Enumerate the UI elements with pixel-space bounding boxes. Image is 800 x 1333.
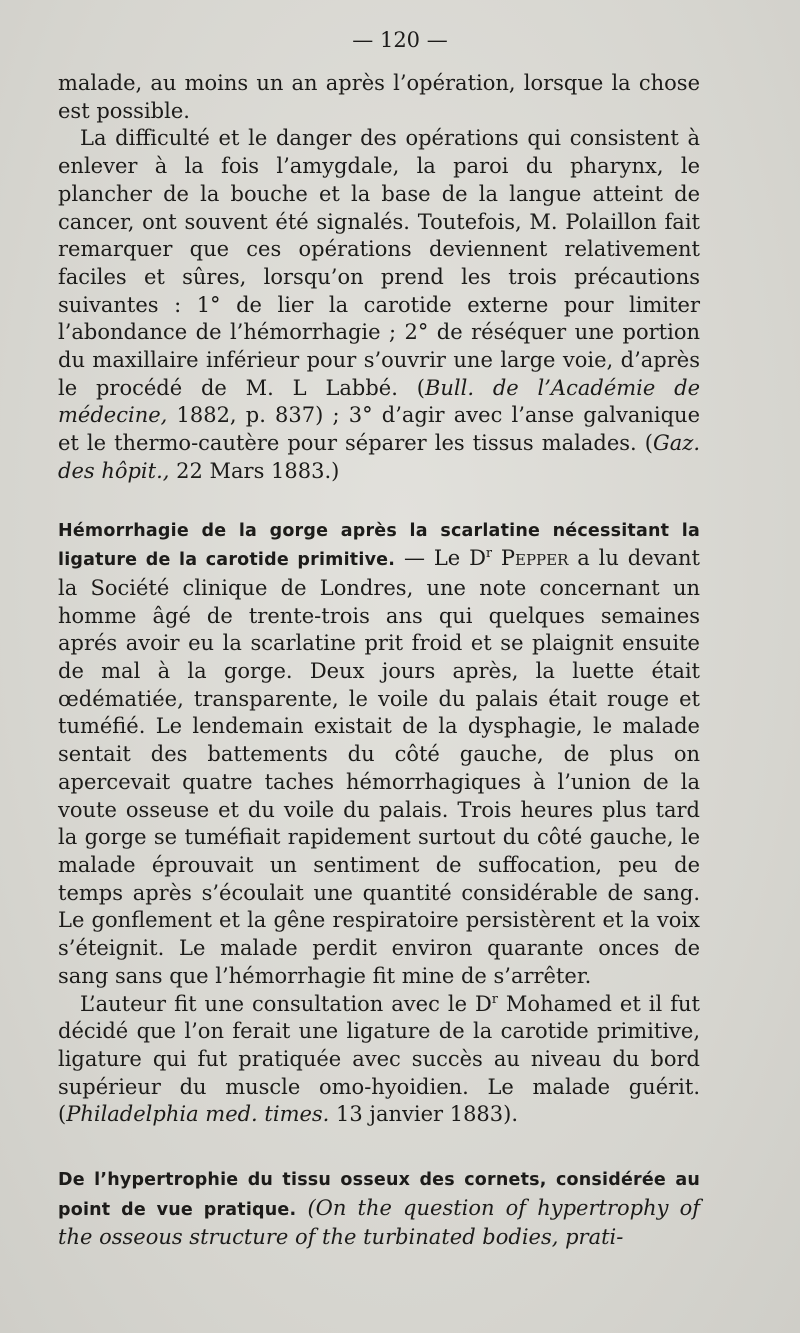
citation-gaz-hopit: Gaz. des hôpit., bbox=[58, 431, 700, 483]
page-body bbox=[58, 70, 700, 1252]
citation-bull-academie: Bull. de l’Académie de médecine, bbox=[58, 375, 701, 428]
section-hemorrhagie-dash: — Le D bbox=[395, 546, 486, 571]
citation-philadelphia: Philadelphia med. times. bbox=[66, 1102, 330, 1127]
paragraph-polaillon: La difficulté et le danger des opérations qui consistent à enlever à la fois l’amygdale, la paroi du pharynx, le plancher de la bouche et la base de la langue atteint de cancer, ont souvent été signalés. Toutefois, M. Polaillon fait remarquer que ces opérations deviennent relativement faciles et sûres, lorsqu’on prend les trois précautions suivantes : 1° de lier la carotide externe pour limiter l’abondance de l’hémorrhagie ; 2° de réséquer une portion du maxillaire inférieur pour s’ouvrir une large voie, d’après le procédé de M. L Labbé. (Bull. de l’Académie de médecine, 1882, p. 837) ; 3° d’agir avec l’anse galvanique et le thermo-cautère pour séparer les tissus malades. (Gaz. des hôpit., 22 Mars 1883.) bbox=[58, 126, 701, 483]
paragraph-auteur bbox=[58, 991, 700, 1130]
page-number: — 120 — bbox=[352, 28, 448, 52]
section-gap-2 bbox=[58, 1129, 700, 1165]
citation-gaz-hopit-rest: 22 Mars 1883.) bbox=[169, 458, 340, 483]
paragraph-auteur-rest: Mohamed et il fut décidé que l’on ferait une ligature de la carotide primitive, ligature qui fut pratiquée avec succès au niveau du bord supérieur du muscle omo-hyoidien. Le malade guérit. ( bbox=[58, 991, 700, 1127]
paragraph-auteur-start: L’auteur fit une consultation avec le D bbox=[80, 991, 492, 1016]
section-hypertrophie-english-title: (On the question of hypertrophy of the osseous structure of the turbinated bodies, prati- bbox=[58, 1195, 700, 1250]
section-gap bbox=[58, 486, 700, 516]
citation-philadelphia-rest: 13 janvier 1883). bbox=[329, 1102, 519, 1127]
section-title-hemorrhagie: Hémorrhagie de la gorge après la scarlatine nécessitant la ligature de la carotide primitive. bbox=[58, 520, 700, 571]
author-pepper: Pepper bbox=[500, 546, 569, 571]
section-hemorrhagie-body: a lu devant la Société clinique de Londres, une note concernant un homme âgé de trente-trois ans qui quelques semaines aprés avoir eu la scarlatine prit froid et se plaignit ensuite de mal à la gorge. Deux jours après, la luette était œdématiée, transparente, le voile du palais était rouge et tuméfié. Le lendemain existait de la dysphagie, le malade sentait des battements du côté gauche, de plus on apercevait quatre taches hémorrhagiques à l’union de la voute osseuse et du voile du palais. Trois heures plus tard la gorge se tuméfiait rapidement surtout du côté gauche, le malade éprouvait un sentiment de suffocation, peu de temps après s’écoulait une quantité considérable de sang. Le gonflement et la gêne respiratoire persistèrent et la voix s’éteignit. Le malade perdit environ quarante onces de sang sans que l’hémorrhagie fit mine de s’arrêter. bbox=[58, 546, 700, 988]
doctor-superscript-2: r bbox=[491, 990, 498, 1006]
paragraph-polaillon-text: La difficulté et le danger des opérations qui consistent à enlever à la fois l’amygdale, la paroi du pharynx, le plancher de la bouche et la base de la langue atteint de cancer, ont souvent été signalés. Toutefois, M. Polaillon fait remarquer que ces opérations deviennent relativement faciles et sûres, lorsqu’on prend les trois précautions suivantes : 1° de lier la carotide externe pour limiter l’abondance de l’hémorrhagie ; 2° de réséquer une portion du maxillaire inférieur pour s’ouvrir une large voie, d’après le procédé de M. L Labbé. bbox=[58, 126, 700, 400]
doctor-superscript: r bbox=[485, 545, 492, 561]
paragraph-continuation: malade, au moins un an après l’opération, lorsque la chose est possible. bbox=[58, 71, 700, 123]
section-hemorrhagie bbox=[58, 516, 700, 991]
citation-bull-academie-rest: 1882, p. 837) ; 3° d’agir avec l’anse galvanique et le thermo-cautère pour séparer les tissus malades. ( bbox=[58, 403, 700, 456]
section-hypertrophie bbox=[58, 1165, 700, 1252]
section-title-hypertrophie: De l’hypertrophie du tissu osseux des cornets, considérée au point de vue pratique. bbox=[58, 1170, 700, 1220]
